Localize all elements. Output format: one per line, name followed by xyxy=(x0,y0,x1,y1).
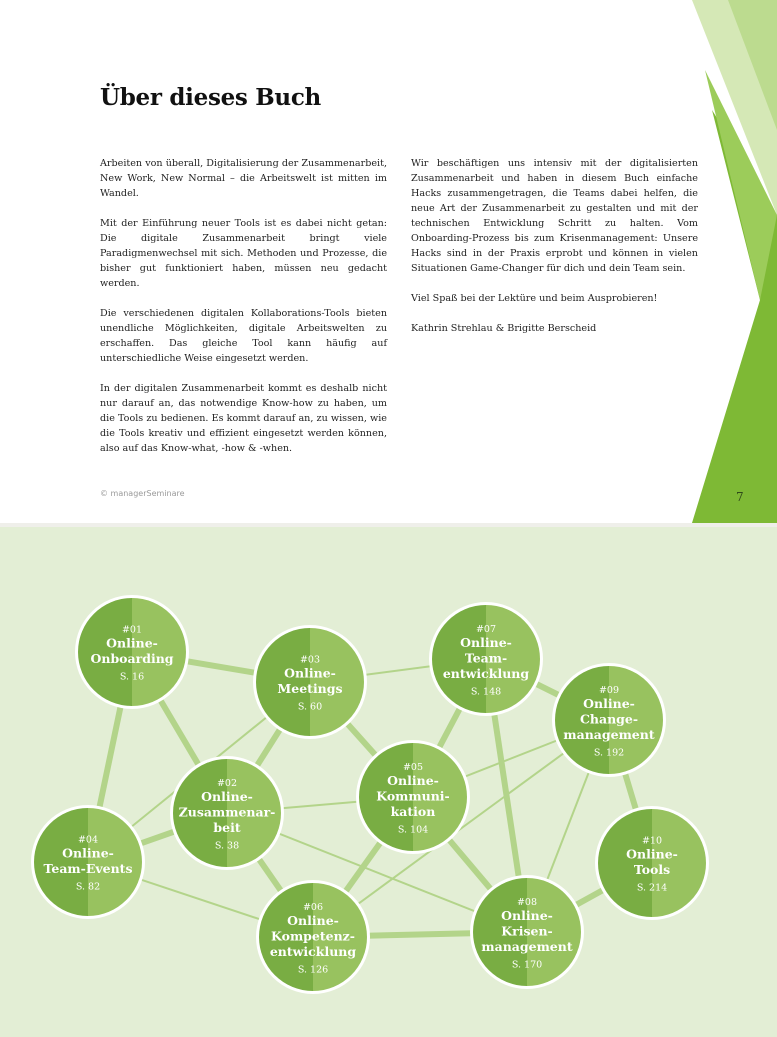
text-column-left xyxy=(100,156,387,471)
node-title-line: management xyxy=(563,726,655,742)
hack-node xyxy=(356,740,470,854)
hack-node xyxy=(552,663,666,777)
node-page-ref: S. 192 xyxy=(593,747,625,759)
paragraph: Wir beschäftigen uns intensiv mit der digitalisierten Zusammenarbeit und haben in diesem Buch einfache Hacks zusammengetragen, die Teams dabei helfen, die neue Art der Zusammenarbeit zu gestalten und mit der technischen Entwicklung Schritt zu halten. Vom Onboarding-Prozess bis zum Krisenmanagement: Unsere Hacks sind in der Praxis erprobt und können in vielen Situationen Game-Changer für dich und dein Team sein. xyxy=(411,158,698,274)
node-title-line: Tools xyxy=(633,862,671,877)
node-number: #09 xyxy=(598,684,620,696)
node-page-ref: S. 16 xyxy=(119,671,145,683)
node-number: #08 xyxy=(516,896,538,908)
hack-node xyxy=(595,806,709,920)
copyright-notice: © managerSeminare xyxy=(100,489,185,498)
node-number: #06 xyxy=(302,901,324,913)
paragraph: In der digitalen Zusammenarbeit kommt es deshalb nicht nur darauf an, das notwendige Know-how zu haben, um die Tools zu bedienen. Es kommt darauf an, zu wissen, wie die Tools kreativ und effizient eingesetzt werden können, also auf das Know-what, -how & -when. xyxy=(100,383,387,454)
node-title-line: Online- xyxy=(501,907,553,923)
text-column-right xyxy=(411,156,698,351)
node-title-line: Online- xyxy=(201,788,253,804)
node-page-ref: S. 170 xyxy=(511,959,543,971)
node-page-ref: S. 38 xyxy=(214,840,240,852)
hack-node xyxy=(170,756,284,870)
node-number: #04 xyxy=(77,834,99,846)
node-title-line: management xyxy=(481,938,573,954)
node-title-line: Online- xyxy=(287,912,339,928)
node-number: #01 xyxy=(121,624,143,636)
node-number: #10 xyxy=(641,835,663,847)
paragraph: Mit der Einführung neuer Tools ist es dabei nicht getan: Die digitale Zusammenarbeit bringt viele Paradigmenwechsel mit sich. Methoden und Prozesse, die bisher gut funktioniert haben, müssen neu gedacht werden. xyxy=(100,218,387,289)
node-page-ref: S. 82 xyxy=(75,881,101,893)
hack-node xyxy=(75,595,189,709)
node-title-line: Online- xyxy=(583,695,635,711)
node-title-line: entwicklung xyxy=(269,943,357,959)
node-title-line: kation xyxy=(390,803,436,819)
page-title: Über dieses Buch xyxy=(100,84,321,111)
node-page-ref: S. 214 xyxy=(636,882,668,894)
node-title-line: Kompetenz- xyxy=(271,928,355,944)
node-title-line: Online- xyxy=(62,845,114,861)
node-page-ref: S. 104 xyxy=(397,824,429,836)
hack-node xyxy=(470,875,584,989)
node-page-ref: S. 60 xyxy=(297,701,323,713)
hack-node xyxy=(253,625,367,739)
node-title-line: beit xyxy=(213,819,241,835)
node-title-line: Onboarding xyxy=(90,651,174,666)
node-page-ref: S. 126 xyxy=(297,964,329,976)
node-page-ref: S. 148 xyxy=(470,686,502,698)
node-title-line: Krisen- xyxy=(501,923,553,939)
node-title-line: entwicklung xyxy=(442,665,530,681)
node-number: #02 xyxy=(216,777,238,789)
hack-node xyxy=(429,602,543,716)
node-number: #05 xyxy=(402,761,424,773)
node-title-line: Meetings xyxy=(277,681,343,696)
hack-node xyxy=(256,880,370,994)
paragraph: Viel Spaß bei der Lektüre und beim Ausprobieren! xyxy=(411,293,658,304)
paragraph: Die verschiedenen digitalen Kollaborations-Tools bieten unendliche Möglichkeiten, digitale Arbeitswelten zu erschaffen. Das gleiche Tool kann häufig auf unterschiedliche Weise eingesetzt werden. xyxy=(100,308,387,364)
node-title-line: Online- xyxy=(106,635,158,651)
node-title-line: Kommuni- xyxy=(376,788,450,804)
page-number: 7 xyxy=(736,490,744,504)
node-title-line: Zusammenar- xyxy=(178,804,276,820)
paragraph: Arbeiten von überall, Digitalisierung der Zusammenarbeit, New Work, New Normal – die Arbeitswelt ist mitten im Wandel. xyxy=(100,158,387,199)
node-number: #07 xyxy=(475,623,497,635)
author-signature: Kathrin Strehlau & Brigitte Berscheid xyxy=(411,323,597,334)
node-number: #03 xyxy=(299,654,321,666)
node-title-line: Team-Events xyxy=(43,861,133,876)
hack-network-diagram xyxy=(0,527,777,1037)
node-title-line: Online- xyxy=(626,846,678,862)
node-title-line: Change- xyxy=(579,711,639,727)
node-title-line: Online- xyxy=(387,772,439,788)
node-title-line: Online- xyxy=(284,665,336,681)
hack-node xyxy=(31,805,145,919)
node-title-line: Online- xyxy=(460,634,512,650)
hack-network-panel xyxy=(0,527,777,1037)
node-title-line: Team- xyxy=(464,650,508,666)
